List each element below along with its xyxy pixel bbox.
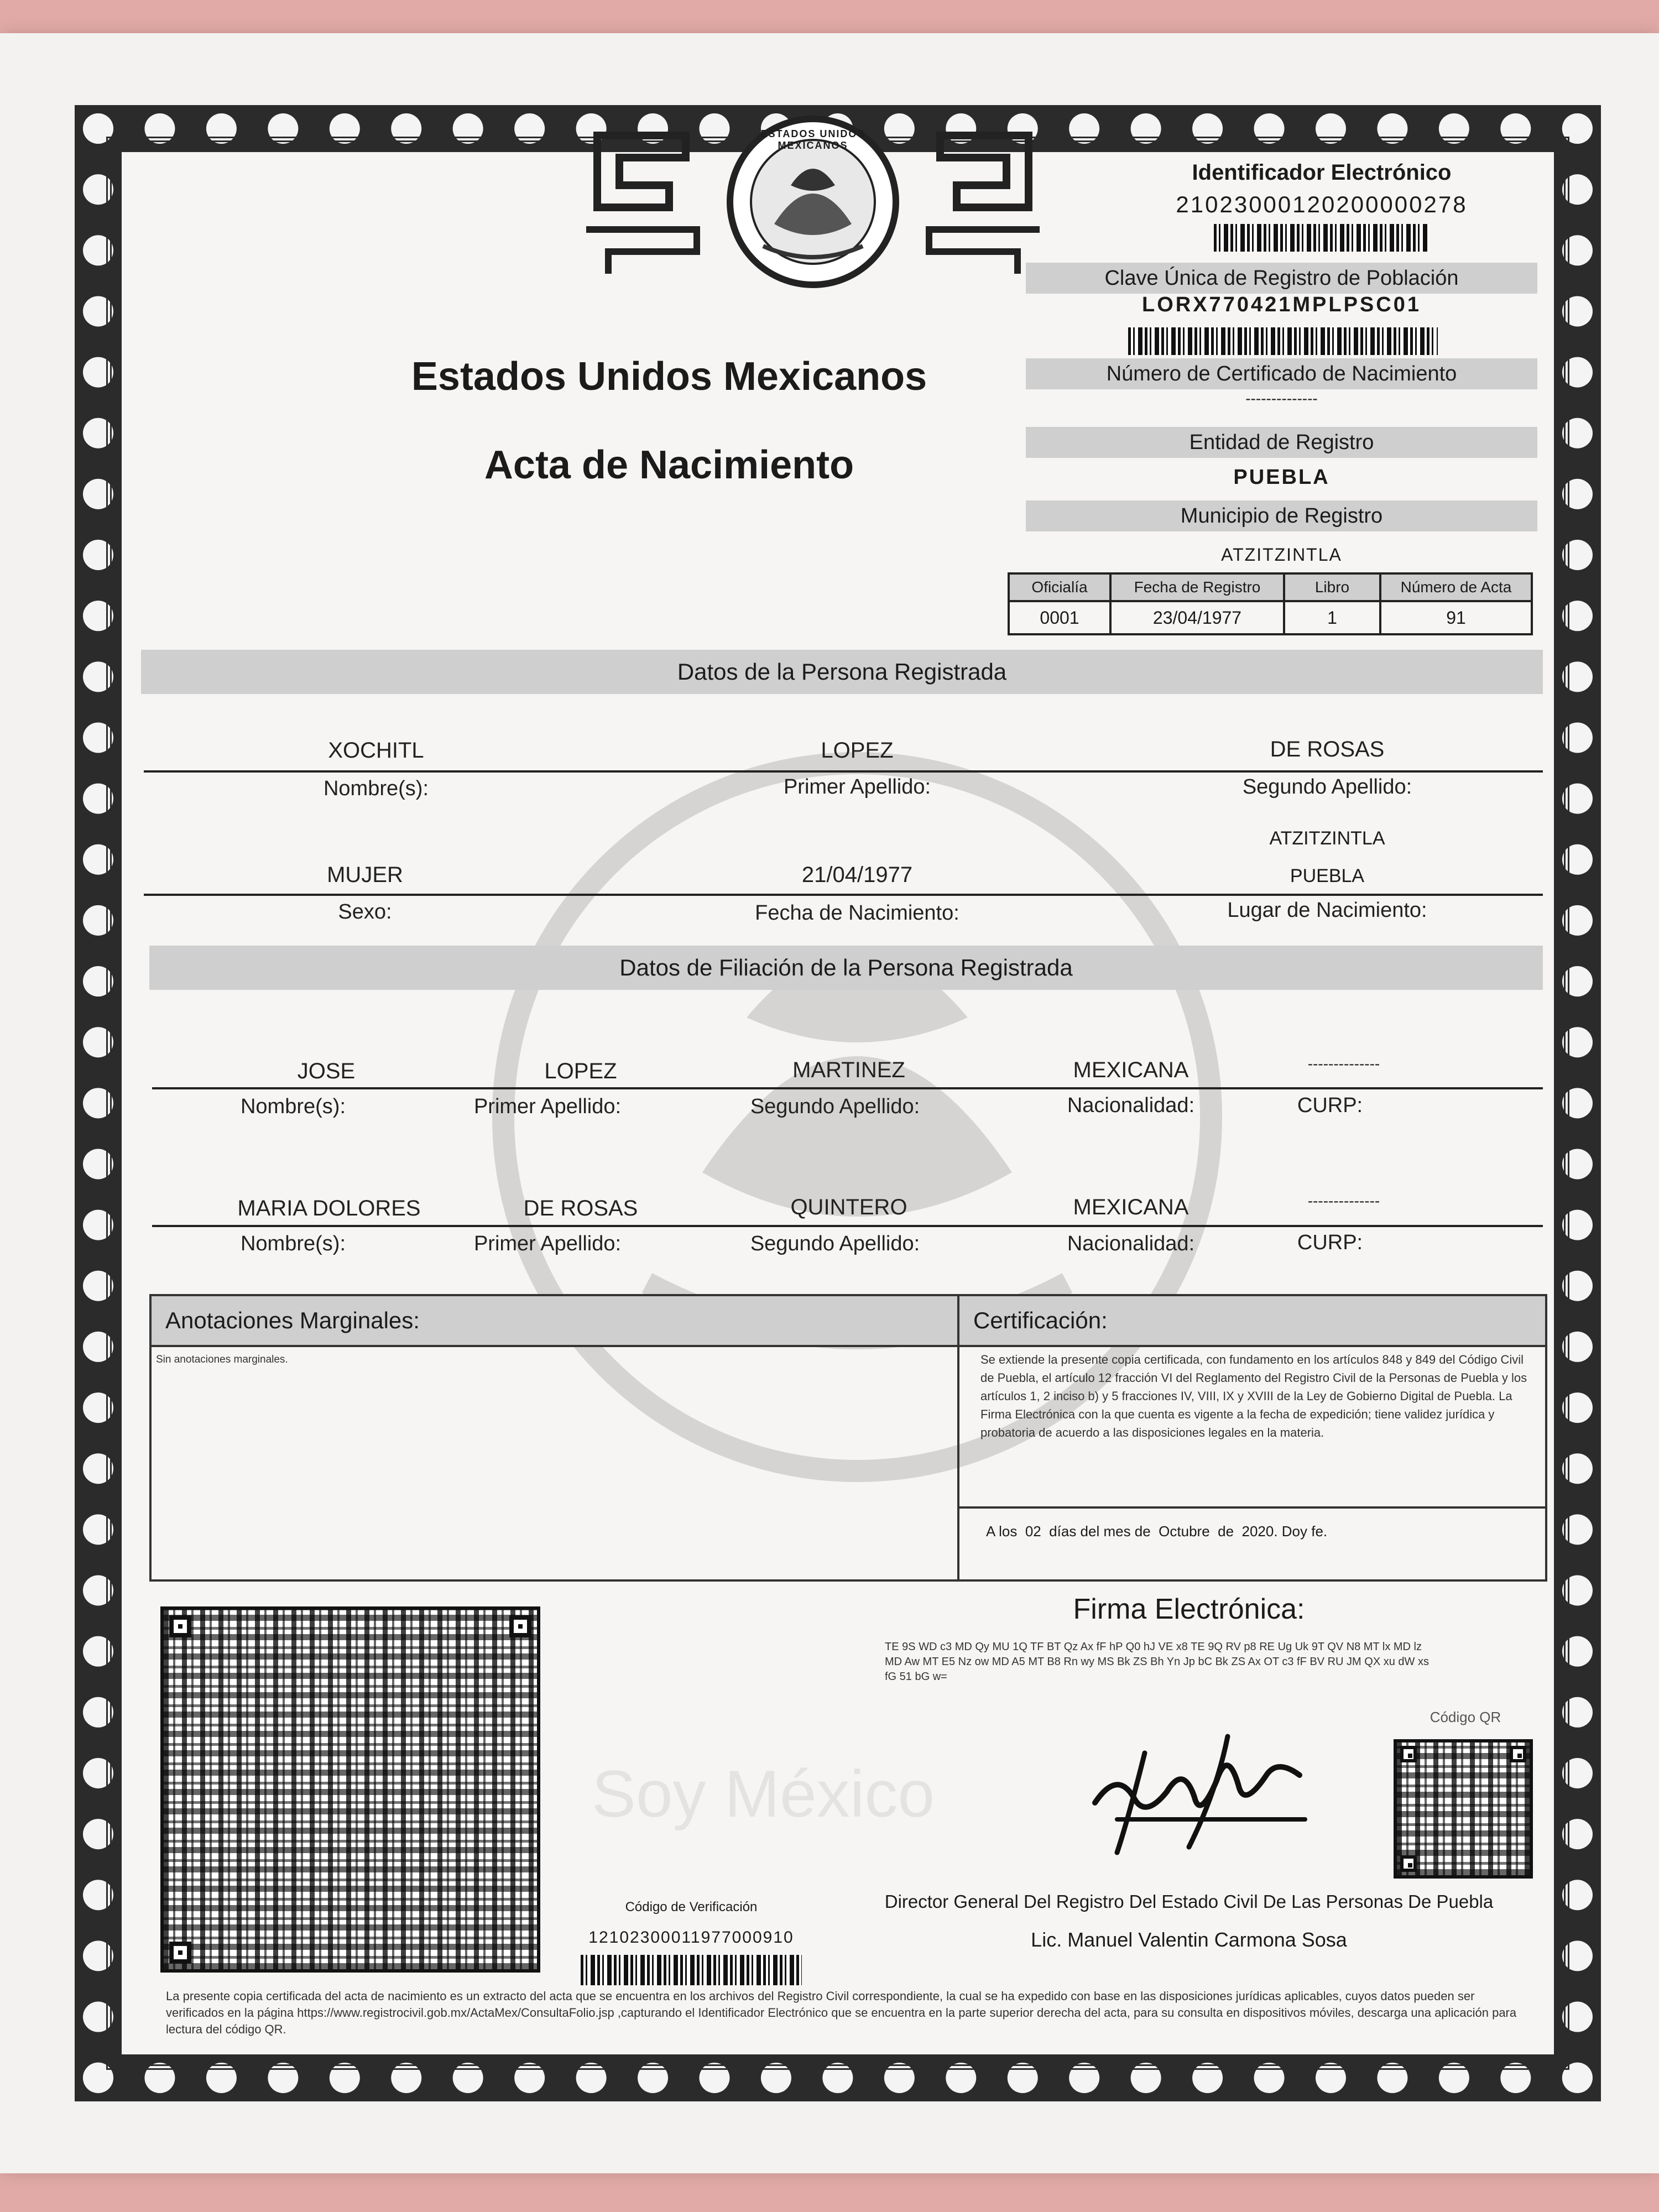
certification-title: Certificación: (959, 1296, 1545, 1347)
curp-value: LORX770421MPLPSC01 (1142, 293, 1421, 316)
electronic-id-barcode (1214, 224, 1430, 252)
mother-nationality: MEXICANA (1073, 1195, 1189, 1219)
label-first-surname: Primer Apellido: (783, 775, 931, 799)
entity-value: PUEBLA (1233, 466, 1330, 489)
cert-number-label: Número de Certificado de Nacimiento (1026, 358, 1537, 389)
table-header: Fecha de Registro (1110, 573, 1284, 601)
mother-first-surname: DE ROSAS (523, 1196, 638, 1220)
mother-curp: -------------- (1307, 1192, 1380, 1209)
father-second-surname: MARTINEZ (792, 1058, 905, 1082)
table-cell: 91 (1380, 601, 1532, 634)
divider (152, 1087, 1543, 1089)
mother-name: MARIA DOLORES (237, 1196, 421, 1220)
verification-label: Código de Verificación (625, 1900, 758, 1914)
divider (144, 770, 1543, 773)
label-father-name: Nombre(s): (240, 1095, 346, 1118)
person-second-surname: DE ROSAS (1270, 737, 1385, 761)
watermark-text: Soy México (591, 1757, 935, 1831)
label-father-nationality: Nacionalidad: (1067, 1094, 1195, 1117)
table-cell: 0001 (1009, 601, 1110, 634)
curp-barcode (1128, 327, 1438, 355)
person-name: XOCHITL (328, 738, 424, 763)
father-first-surname: LOPEZ (544, 1059, 617, 1083)
certification-text: Se extiende la presente copia certificada, con fundamento en los artículos 848 y 849 del Código Civil de Puebla, el artículo 12 fracción VI del Reglamento del Registro Civil de la Personas de Puebla y los artículos 1, 2 inciso b) y 5 fracciones IV, VIII, IX y XVIII de la Ley de Gobierno Digital de Puebla. La Firma Electrónica con la que cuenta es vigente a la fecha de expedición; tiene validez jurídica y probatoria de acuerdo a las disposiciones legales en la materia. (980, 1353, 1527, 1439)
country-title: Estados Unidos Mexicanos (411, 354, 927, 399)
label-father-curp: CURP: (1297, 1094, 1363, 1117)
entity-label: Entidad de Registro (1026, 427, 1537, 458)
father-nationality: MEXICANA (1073, 1058, 1189, 1082)
official-name: Lic. Manuel Valentin Carmona Sosa (1031, 1928, 1347, 1951)
label-sex: Sexo: (338, 900, 392, 924)
label-mother-nationality: Nacionalidad: (1067, 1232, 1195, 1255)
label-mother-curp: CURP: (1297, 1231, 1363, 1254)
footer-disclaimer: La presente copia certificada del acta de nacimiento es un extracto del acta que se encuentra en los archivos del Registro Civil correspondiente, la cual se ha expedido con base en las disposiciones jurídicas aplicables, cuyos datos pueden ser verificados en la página https://www.registrocivil.gob.mx/ActaMex/ConsultaFolio.jsp ,capturando el Identificador Electrónico que se encuentra en la parte superior derecha del acta, para su consulta en dispositivos móviles, descarga una aplicación para lectura del código QR. (166, 1989, 1517, 2036)
divider (152, 1225, 1543, 1227)
divider (144, 894, 1543, 896)
birth-place-line1: ATZITZINTLA (1269, 828, 1385, 849)
verification-qr (160, 1606, 540, 1973)
municipality-value: ATZITZINTLA (1221, 545, 1342, 565)
annotations-text: Sin anotaciones marginales. (156, 1354, 288, 1365)
label-father-first-surname: Primer Apellido: (473, 1095, 622, 1118)
label-mother-first-surname: Primer Apellido: (473, 1232, 622, 1255)
certification-box (957, 1294, 1547, 1582)
certification-date: A los 02 días del mes de Octubre de 2020. Doy fe. (986, 1523, 1328, 1540)
table-header: Libro (1284, 573, 1380, 601)
label-father-second-surname: Segundo Apellido: (750, 1095, 920, 1118)
verification-code: 12102300011977000910 (588, 1928, 794, 1947)
person-sex: MUJER (327, 863, 403, 887)
person-first-surname: LOPEZ (821, 738, 894, 763)
small-qr (1394, 1739, 1533, 1879)
person-birth-date: 21/04/1977 (801, 863, 913, 887)
electronic-id: 21023000120200000278 (1176, 191, 1468, 217)
table-cell: 1 (1284, 601, 1380, 634)
qr-label: Código QR (1430, 1709, 1501, 1725)
handwritten-signature (1084, 1731, 1316, 1858)
father-curp: -------------- (1307, 1055, 1380, 1072)
label-second-surname: Segundo Apellido: (1242, 775, 1412, 799)
table-header: Oficialía (1009, 573, 1110, 601)
official-title: Director General Del Registro Del Estado Civil De Las Personas De Puebla (884, 1891, 1494, 1912)
father-name: JOSE (297, 1059, 356, 1083)
filiation-section-title: Datos de Filiación de la Persona Registrada (149, 946, 1543, 990)
signature-title: Firma Electrónica: (1073, 1593, 1305, 1625)
seal-text: ESTADOS UNIDOS MEXICANOS (760, 128, 865, 151)
electronic-id-label: Identificador Electrónico (1192, 160, 1452, 185)
annotations-title: Anotaciones Marginales: (152, 1296, 957, 1347)
cert-number: -------------- (1245, 390, 1318, 407)
registration-table (1008, 572, 1533, 635)
mother-second-surname: QUINTERO (790, 1195, 907, 1219)
annotations-box (149, 1294, 959, 1582)
label-birth-place: Lugar de Nacimiento: (1227, 899, 1427, 922)
table-header: Número de Acta (1380, 573, 1532, 601)
birth-place-line2: PUEBLA (1290, 865, 1365, 886)
label-name: Nombre(s): (323, 777, 429, 800)
person-section-title: Datos de la Persona Registrada (141, 650, 1543, 694)
table-cell: 23/04/1977 (1110, 601, 1284, 634)
municipality-label: Municipio de Registro (1026, 500, 1537, 531)
label-mother-second-surname: Segundo Apellido: (750, 1232, 920, 1255)
curp-label: Clave Única de Registro de Población (1026, 263, 1537, 294)
label-mother-name: Nombre(s): (240, 1232, 346, 1255)
document-title: Acta de Nacimiento (484, 443, 854, 487)
verification-barcode (581, 1955, 802, 1985)
signature-hash: TE 9S WD c3 MD Qy MU 1Q TF BT Qz Ax fF hP Q0 hJ VE x8 TE 9Q RV p8 RE Ug Uk 9T QV N8 MT lx MD lz MD Aw MT E5 Nz ow MD A5 MT B8 Rn wy MS Bk ZS Bh Yn Jp bC Bk ZS Ax OT c3 fF BV RU JM QX xu dW xs fG 51 bG w= (885, 1641, 1429, 1683)
label-birth-date: Fecha de Nacimiento: (755, 901, 959, 925)
